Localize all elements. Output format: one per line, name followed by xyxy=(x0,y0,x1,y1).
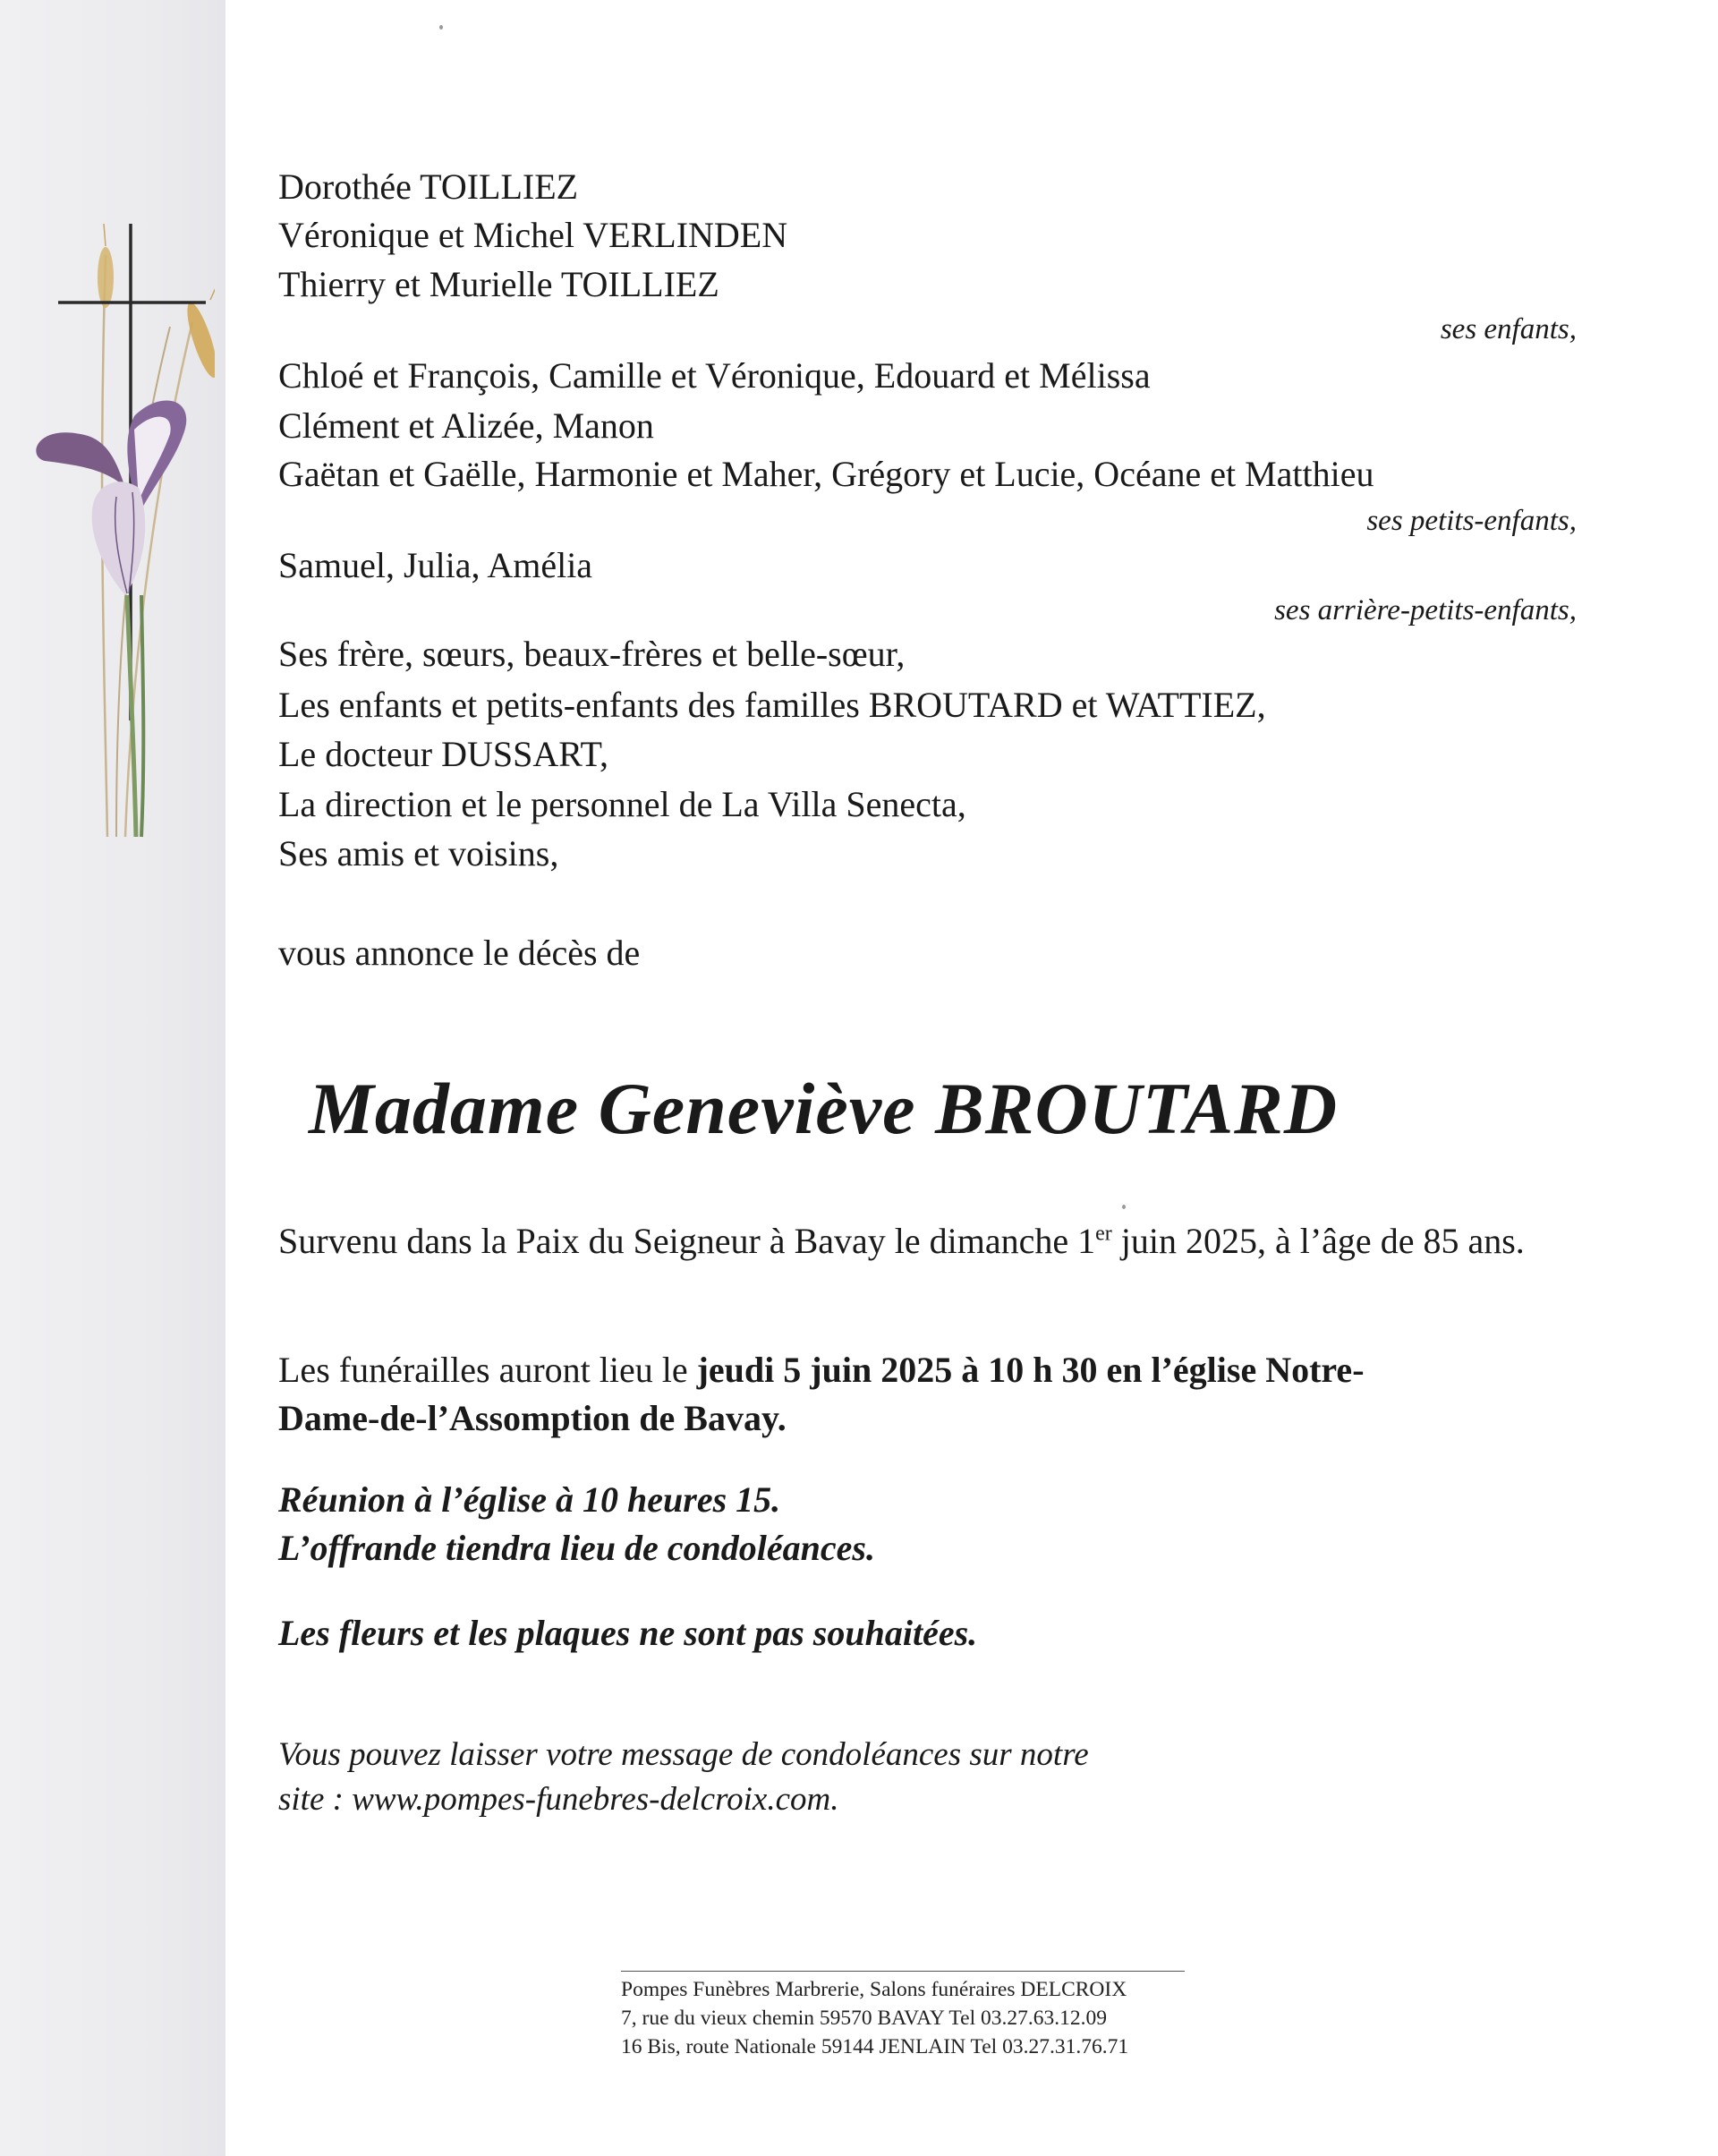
grandchildren-role-label: ses petits-enfants, xyxy=(1366,505,1577,537)
children-role-label: ses enfants, xyxy=(1440,313,1577,345)
great-grandchildren-line: Samuel, Julia, Amélia xyxy=(278,545,593,585)
death-details-text: Survenu dans la Paix du Seigneur à Bavay le dimanche 1 xyxy=(278,1221,1096,1261)
gathering-line: Réunion à l’église à 10 heures 15. xyxy=(278,1479,781,1520)
relatives-line: Les enfants et petits-enfants des familles BROUTARD et WATTIEZ, xyxy=(278,685,1266,725)
deceased-name: Madame Geneviève BROUTARD xyxy=(309,1068,1339,1149)
ordinal-suffix: er xyxy=(1095,1222,1112,1246)
footer-address-bavay: 7, rue du vieux chemin 59570 BAVAY Tel 03.27.63.12.09 xyxy=(621,2007,1107,2030)
relatives-line: Le docteur DUSSART, xyxy=(278,734,609,774)
condolences-line: Vous pouvez laisser votre message de condoléances sur notre xyxy=(278,1736,1089,1773)
grandchildren-line: Clément et Alizée, Manon xyxy=(278,405,654,446)
death-details xyxy=(278,1217,1585,1265)
cross-lily-wheat-icon xyxy=(27,219,215,846)
announcement-text: vous annonce le décès de xyxy=(278,933,641,973)
relatives-line: Ses frère, sœurs, beaux-frères et belle-sœur, xyxy=(278,634,906,674)
grandchildren-line: Chloé et François, Camille et Véronique, Edouard et Mélissa xyxy=(278,355,1151,396)
funeral-date-place: jeudi 5 juin 2025 à 10 h 30 en l’église Notre-Dame-de-l’Assomption de Bavay. xyxy=(278,1350,1365,1438)
funeral-details xyxy=(278,1346,1397,1443)
child-line: Dorothée TOILLIEZ xyxy=(278,166,579,207)
flowers-note: Les fleurs et les plaques ne sont pas souhaitées. xyxy=(278,1613,978,1653)
scan-speck xyxy=(439,25,443,30)
child-line: Véronique et Michel VERLINDEN xyxy=(278,215,788,255)
death-details-text-end: juin 2025, à l’âge de 85 ans. xyxy=(1111,1221,1525,1261)
footer-company: Pompes Funèbres Marbrerie, Salons funéraires DELCROIX xyxy=(621,1978,1127,2001)
scan-speck xyxy=(1122,1205,1126,1209)
offering-line: L’offrande tiendra lieu de condoléances. xyxy=(278,1528,875,1568)
relatives-line: La direction et le personnel de La Villa Senecta, xyxy=(278,784,966,824)
condolences-website-line: site : www.pompes-funebres-delcroix.com. xyxy=(278,1781,839,1818)
funeral-home-footer xyxy=(621,1971,1185,2061)
great-grandchildren-role-label: ses arrière-petits-enfants, xyxy=(1274,594,1577,626)
grandchildren-line: Gaëtan et Gaëlle, Harmonie et Maher, Grégory et Lucie, Océane et Matthieu xyxy=(278,454,1374,494)
relatives-line: Ses amis et voisins, xyxy=(278,833,559,873)
child-line: Thierry et Murielle TOILLIEZ xyxy=(278,264,719,304)
funeral-intro: Les funérailles auront lieu le xyxy=(278,1350,697,1390)
footer-address-jenlain: 16 Bis, route Nationale 59144 JENLAIN Tel 03.27.31.76.71 xyxy=(621,2035,1129,2058)
